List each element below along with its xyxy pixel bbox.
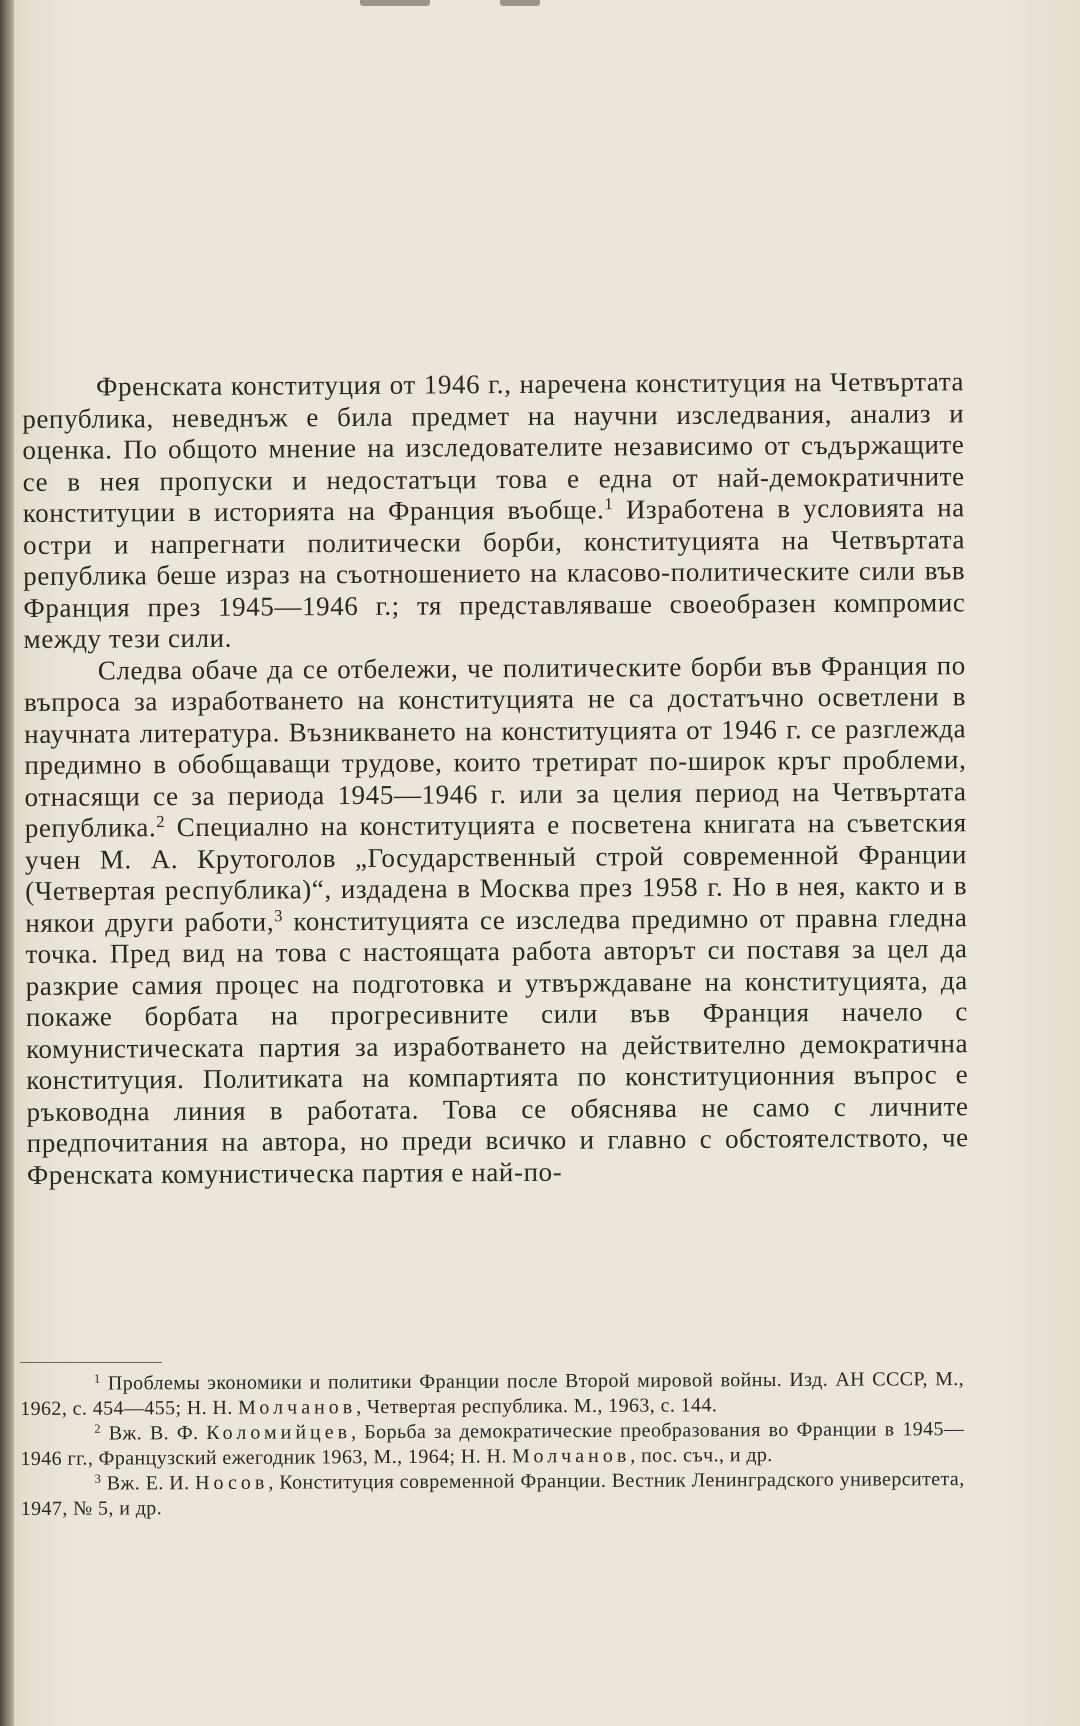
paragraph-text: Изработена в условията на остри и напрегнати политически борби, конституцията на Четвъртата република беше израз на съотношението на класово-политическите сили във Франция през 1945—1946 г.; тя представляваше своеобразен компромис между тези сили.	[22, 492, 966, 654]
footnote-text: , Борьба за демократические преобразования во Франции в 1945—1946 гг., Французский ежегодник 1963, М., 1964; Н. Н.	[20, 1418, 965, 1470]
footnote-author: Молчанов	[512, 1444, 631, 1467]
footnote-mark: 3	[94, 1471, 102, 1486]
footnote-1	[20, 1367, 964, 1421]
paragraph-1	[22, 366, 966, 655]
footnote-text: Проблемы экономики и политики Франции после Второй мировой войны. Изд. АН СССР, М., 1962, с. 454—455; Н. Н.	[20, 1368, 965, 1420]
top-edge-mark	[500, 0, 540, 6]
paragraph-text: Следва обаче да се отбележи, че политическите борби във Франция по въпроса за изработването на конституцията не са достатъчно осветлени в научната литература. Възникването на конституцията от 1946 г. се разглежда предимно в обобщаващи трудове, които третират по-широк кръг проблеми, отнасящи се за периода 1945—1946 г. или за целия период на Четвъртата република.	[23, 649, 967, 843]
footnote-text: , Четвертая республика. М., 1963, с. 144.	[356, 1393, 718, 1418]
footnote-text: Вж. В. Ф.	[100, 1422, 207, 1445]
paragraph-2	[24, 650, 969, 1191]
body-text	[22, 366, 969, 1191]
paragraph-text: Френската конституция от 1946 г., наречена конституция на Четвъртата република, неведнъж е била предмет на научни изследвания, анализ и оценка. По общото мнение на изследователите независимо от съдържащите се в нея пропуски и недостатъци това е една от най-демократичните конституции в историята на Франция въобще.	[22, 366, 965, 528]
footnote-ref-2: 2	[156, 811, 166, 831]
footnote-text: , Конституция современной Франции. Вестник Ленинградского университета, 1947, № 5, и др.	[20, 1468, 965, 1520]
footnote-author: Молчанов	[238, 1395, 357, 1419]
footnote-author: Носов	[195, 1471, 269, 1495]
footnote-mark: 2	[94, 1421, 101, 1436]
footnotes	[20, 1367, 965, 1522]
paragraph-text: конституцията се изследва предимно от правна гледна точка. Пред вид на това с настоящата работа авторът си поставя за цел да разкрие самия процес на подготовка и утвърждаване на конституцията, да покаже борбата на прогресивните сили във Франция начело с комунистическата партия за изработването на действително демократична конституция. Политиката на компартията по конституционния въпрос е ръководна линия в работата. Това се обяснява не само с личните предпочитания на автора, но преди всичко и главно с обстоятелството, че Френската комунистическа партия е най-по-	[25, 901, 969, 1190]
binding-gutter	[0, 0, 14, 1726]
footnote-3	[21, 1467, 965, 1521]
footnote-mark: 1	[93, 1371, 101, 1386]
footnote-divider	[20, 1362, 162, 1363]
footnote-text: , пос. съч., и др.	[630, 1443, 773, 1467]
footnote-ref-3: 3	[274, 905, 284, 925]
footnote-text: Вж. Е. И.	[101, 1472, 196, 1495]
footnote-2	[20, 1417, 964, 1471]
footnote-ref-1: 1	[604, 494, 614, 514]
top-edge-mark	[360, 0, 430, 6]
footnote-author: Коломийцев	[206, 1421, 352, 1445]
paragraph-text: Специално на конституцията е посветена книгата на съветския учен М. А. Крутоголов „Государственный строй современной Франции (Четвертая республика)“, издадена в Москва през 1958 г. Но в нея, както и в някои други работи,	[24, 807, 968, 938]
